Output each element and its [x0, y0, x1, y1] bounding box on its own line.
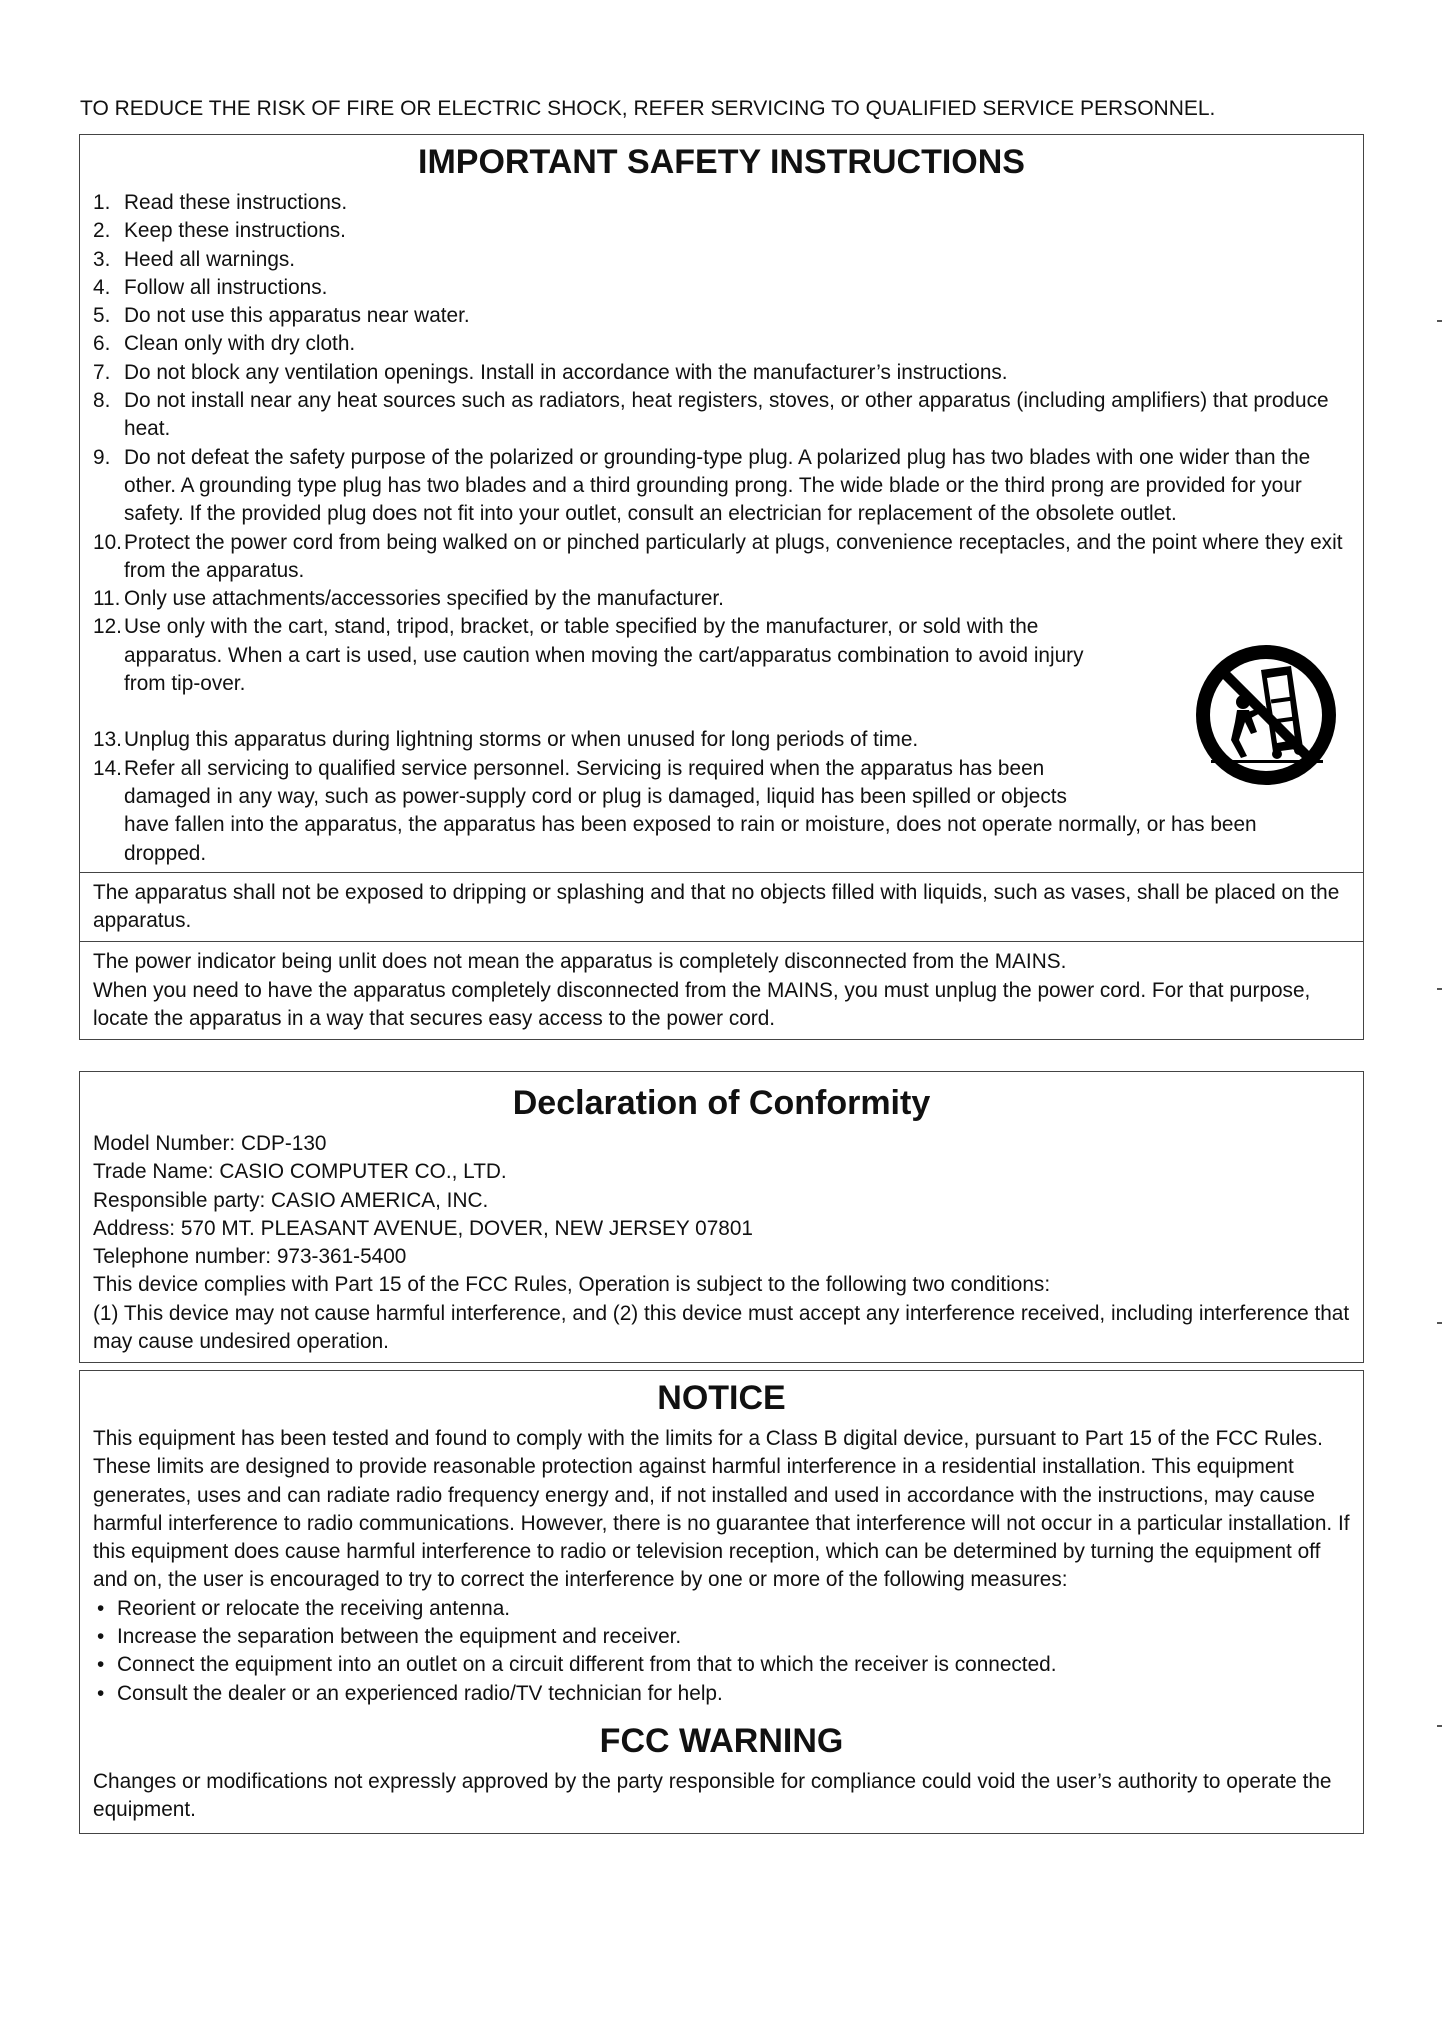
safety-item: 4. Follow all instructions. — [93, 275, 328, 299]
safety-item: 7. Do not block any ventilation openings. Install in accordance with the manufacturer’s instructions. — [93, 360, 1008, 384]
declaration-box — [79, 1071, 1364, 1363]
list-item: • Reorient or relocate the receiving antenna. — [97, 1596, 511, 1620]
safety-item-13: 13. Unplug this apparatus during lightning storms or when unused for long periods of time. — [93, 728, 919, 752]
edge-mark — [1437, 1725, 1442, 1727]
safety-instructions-box — [79, 134, 1364, 1040]
safety-item: 9. Do not defeat the safety purpose of the polarized or grounding-type plug. A polarized plug has two blades with one wider than the other. A grounding type plug has two blades and a third grounding prong. The wide blade or the third prong are provided for your safety. If the provided plug does not fit into your outlet, consult an electrician for replacement of the obsolete outlet. — [93, 445, 1311, 526]
declaration-line: Trade Name: CASIO COMPUTER CO., LTD. — [93, 1160, 507, 1184]
declaration-line: Model Number: CDP-130 — [93, 1132, 327, 1155]
safety-list — [93, 189, 1350, 868]
safety-item: 3. Heed all warnings. — [93, 247, 296, 271]
power-notice-section — [80, 941, 1363, 1039]
safety-item: 5. Do not use this apparatus near water. — [93, 304, 470, 328]
safety-item-14: 14. Refer all servicing to qualified service personnel. Servicing is required when the apparatus has been damaged in any way, such as power-supply cord or plug is damaged, liquid has been spilled or objects have fallen into the apparatus, the apparatus has been exposed to rain or moisture, does not operate normally, or has been dropped. — [93, 756, 1257, 865]
notice-title: NOTICE — [657, 1379, 786, 1417]
safety-item-12: 12. Use only with the cart, stand, tripod, bracket, or table specified by the manufacturer, or sold with the apparatus. When a cart is used, use caution when moving the cart/apparatus combination to avoid injury from tip-over. — [93, 615, 1084, 696]
list-item: • Increase the separation between the equipment and receiver. — [97, 1625, 682, 1649]
power-notice-line: The power indicator being unlit does not mean the apparatus is completely disconnected from the MAINS. — [93, 950, 1067, 974]
safety-item: 1. Read these instructions. — [93, 191, 348, 214]
edge-mark — [1437, 988, 1442, 990]
notice-bullets — [93, 1595, 1350, 1708]
declaration-line: This device complies with Part 15 of the FCC Rules, Operation is subject to the following two conditions: — [93, 1273, 1051, 1297]
declaration-section — [80, 1072, 1363, 1362]
notice-box — [79, 1370, 1364, 1834]
fcc-warning-body: Changes or modifications not expressly approved by the party responsible for compliance could void the user’s authority to operate the equipment. — [93, 1769, 1332, 1822]
declaration-line: (1) This device may not cause harmful interference, and (2) this device must accept any interference received, including interference that may cause undesired operation. — [93, 1301, 1350, 1354]
safety-instructions-section — [80, 135, 1363, 872]
declaration-line: Address: 570 MT. PLEASANT AVENUE, DOVER, NEW JERSEY 07801 — [93, 1216, 753, 1240]
edge-mark — [1437, 320, 1442, 322]
list-item: • Consult the dealer or an experienced radio/TV technician for help. — [97, 1681, 723, 1705]
safety-item: 11. Only use attachments/accessories specified by the manufacturer. — [93, 587, 724, 611]
dripping-notice-section — [80, 872, 1363, 942]
top-warning: TO REDUCE THE RISK OF FIRE OR ELECTRIC SHOCK, REFER SERVICING TO QUALIFIED SERVICE PERSONNEL. — [80, 97, 1216, 120]
notice-section — [80, 1371, 1363, 1833]
list-item: • Connect the equipment into an outlet on a circuit different from that to which the receiver is connected. — [97, 1653, 1057, 1677]
safety-item: 6. Clean only with dry cloth. — [93, 332, 356, 356]
fcc-warning-title: FCC WARNING — [599, 1721, 844, 1760]
declaration-title: Declaration of Conformity — [512, 1084, 931, 1122]
safety-title: IMPORTANT SAFETY INSTRUCTIONS — [418, 143, 1025, 181]
declaration-line: Telephone number: 973-361-5400 — [93, 1245, 407, 1269]
cart-tip-over-warning-icon — [1191, 640, 1341, 790]
dripping-notice: The apparatus shall not be exposed to dripping or splashing and that no objects filled with liquids, such as vases, shall be placed on the apparatus. — [93, 880, 1340, 933]
safety-item: 10. Protect the power cord from being walked on or pinched particularly at plugs, convenience receptacles, and the point where they exit from the apparatus. — [93, 530, 1343, 582]
edge-mark — [1437, 1322, 1442, 1324]
notice-body: This equipment has been tested and found to comply with the limits for a Class B digital device, pursuant to Part 15 of the FCC Rules. These limits are designed to provide reasonable protection against harmful interference in a residential installation. This equipment generates, uses and can radiate radio frequency energy and, if not installed and used in accordance with the instructions, may cause harmful interference to radio communications. However, there is no guarantee that interference will not occur in a particular installation. If this equipment does cause harmful interference to radio or television reception, which can be determined by turning the equipment off and on, the user is encouraged to try to correct the interference by one or more of the following measures: — [93, 1427, 1350, 1592]
safety-item: 8. Do not install near any heat sources such as radiators, heat registers, stoves, or other apparatus (including amplifiers) that produce heat. — [93, 389, 1329, 441]
power-notice-line: When you need to have the apparatus completely disconnected from the MAINS, you must unplug the power cord. For that purpose, locate the apparatus in a way that secures easy access to the power cord. — [93, 978, 1311, 1031]
safety-item: 2. Keep these instructions. — [93, 219, 346, 243]
declaration-line: Responsible party: CASIO AMERICA, INC. — [93, 1188, 489, 1212]
